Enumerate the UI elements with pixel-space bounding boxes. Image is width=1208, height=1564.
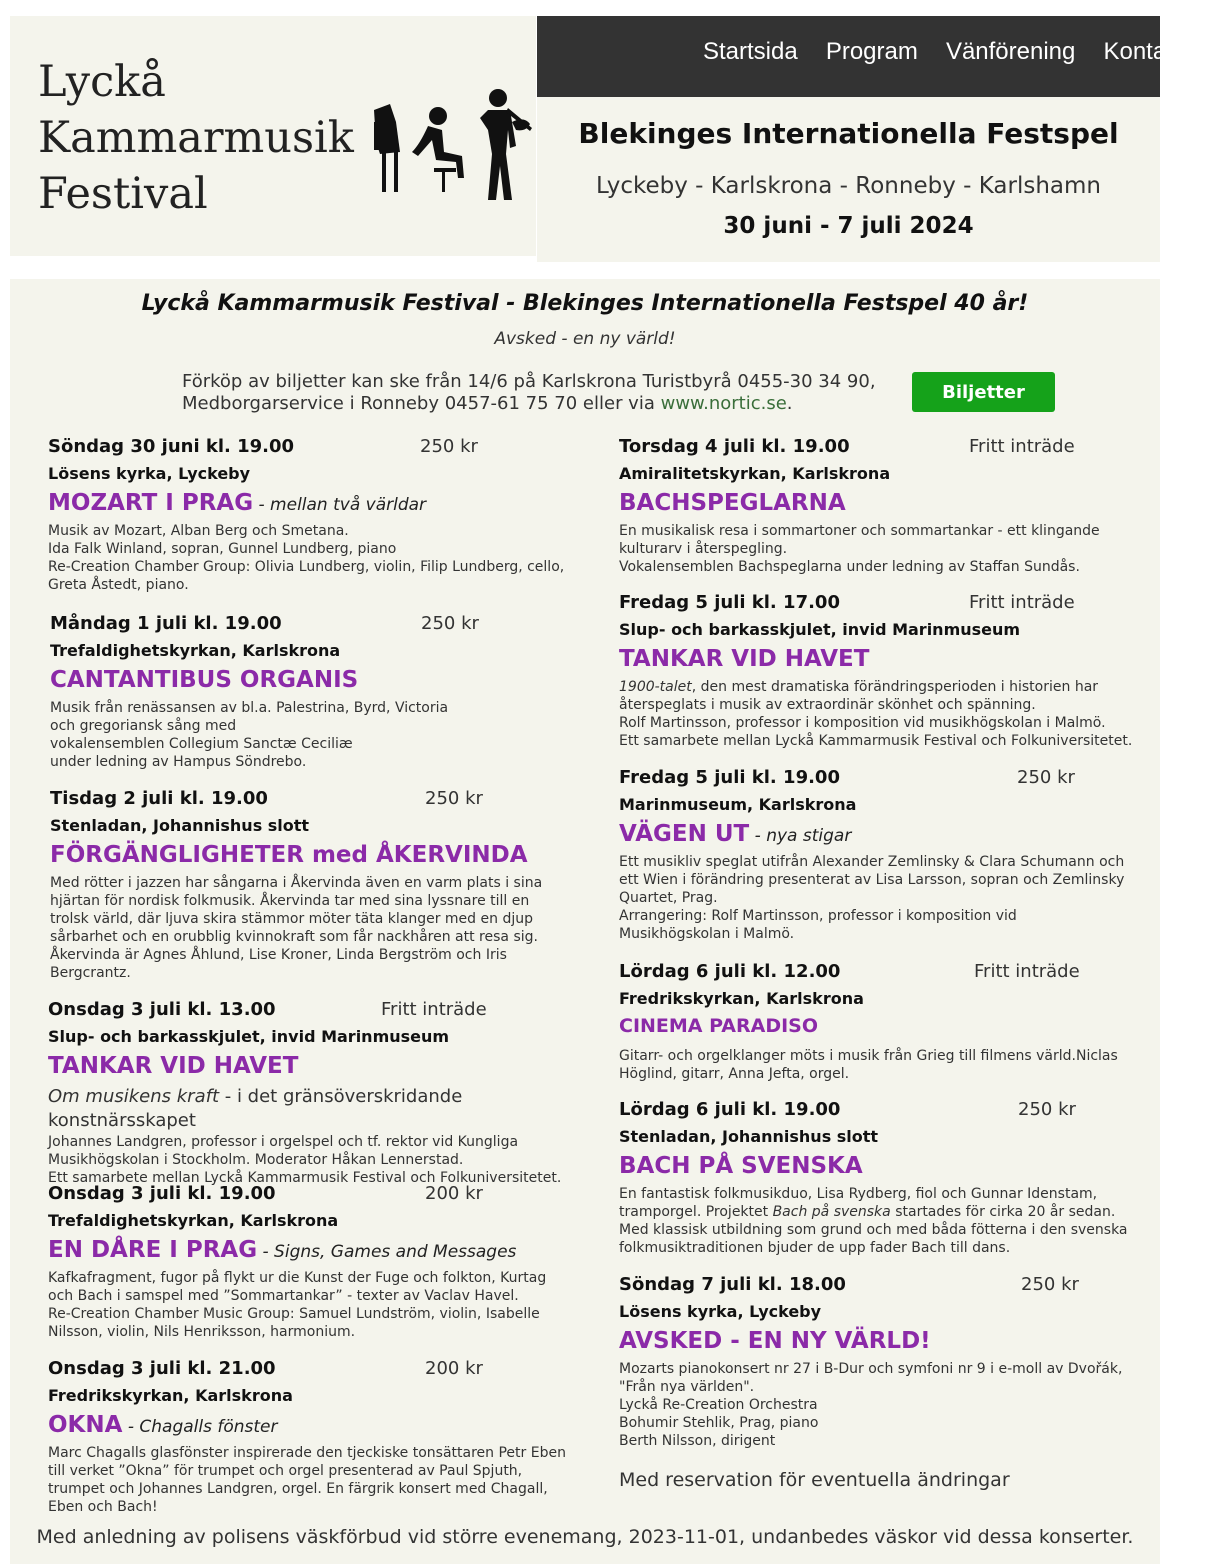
event-description	[48, 1269, 578, 1341]
event-title-row	[619, 1328, 1149, 1360]
desc-text: startades för cirka 20 år sedan.	[890, 1204, 1116, 1220]
event-date	[48, 1358, 578, 1384]
desc-line: Bergcrantz.	[50, 965, 131, 981]
event-card	[48, 1358, 578, 1516]
event-date	[50, 613, 580, 639]
desc-line: Kafkafragment, fugor på flykt ur die Kunst der Fuge och folkton, Kurtag	[48, 1270, 547, 1286]
event-card	[619, 1099, 1149, 1257]
desc-line: under ledning av Hampus Söndrebo.	[50, 754, 307, 770]
presale-text: Medborgarservice i Ronneby 0457-61 75 70 eller via	[182, 393, 661, 414]
musicians-silhouette-icon	[360, 82, 535, 207]
desc-line: Nilsson, violin, Nils Henriksson, harmonium.	[48, 1324, 356, 1340]
event-subtitle: - Chagalls fönster	[122, 1417, 278, 1437]
event-description	[619, 853, 1149, 943]
event-date	[619, 1099, 1149, 1125]
desc-line: Mozarts pianokonsert nr 27 i B-Dur och symfoni nr 9 i e-moll av Dvořák,	[619, 1361, 1123, 1377]
logo-text	[38, 54, 354, 222]
desc-line: En musikalisk resa i sommartoner och sommartankar - ett klingande	[619, 523, 1100, 539]
desc-rest: , den mest dramatiska förändringsperioden i historien har	[691, 679, 1099, 695]
event-card	[50, 613, 580, 771]
event-price: 250 kr	[421, 613, 479, 634]
desc-line: Greta Åstedt, piano.	[48, 577, 189, 593]
desc-line: Re-Creation Chamber Group: Olivia Lundberg, violin, Filip Lundberg, cello,	[48, 559, 565, 575]
event-date-text: Fredag 5 juli kl. 17.00	[619, 592, 840, 613]
event-title-row	[619, 646, 1149, 678]
event-date-text: Måndag 1 juli kl. 19.00	[50, 613, 282, 634]
bag-notice: Med anledning av polisens väskförbud vid större evenemang, 2023-11-01, undanbedes väskor vid dessa konserter.	[36, 1526, 1134, 1548]
desc-line: Musik av Mozart, Alban Berg och Smetana.	[48, 523, 349, 539]
desc-line: Arrangering: Rolf Martinsson, professor i komposition vid	[619, 908, 1017, 924]
event-venue: Marinmuseum, Karlskrona	[619, 795, 857, 814]
event-title-row	[48, 490, 578, 522]
event-description	[48, 1444, 578, 1516]
presale-info	[182, 371, 882, 415]
event-card	[619, 767, 1149, 943]
desc-line: kulturarv i återspegling.	[619, 541, 788, 557]
event-subtitle: - Signs, Games and Messages	[257, 1242, 517, 1262]
event-date	[619, 592, 1149, 618]
desc-line: Johannes Landgren, professor i orgelspel och tf. rektor vid Kungliga	[48, 1134, 519, 1150]
event-title-row	[50, 667, 580, 699]
desc-line: trolsk värld, där ljuva skira stämmor möter täta klanger med en djup	[50, 911, 533, 927]
event-title[interactable]: EN DÅRE I PRAG	[48, 1237, 258, 1263]
desc-line: "Från nya världen".	[619, 1379, 755, 1395]
event-venue: Stenladan, Johannishus slott	[619, 1127, 879, 1146]
event-description	[48, 1085, 578, 1187]
event-date	[48, 1183, 578, 1209]
event-date-text: Fredag 5 juli kl. 19.00	[619, 767, 840, 788]
festival-cities: Lyckeby - Karlskrona - Ronneby - Karlshamn	[596, 173, 1101, 199]
desc-line: Ett samarbete mellan Lyckå Kammarmusik Festival och Folkuniversitetet.	[619, 733, 1133, 749]
event-venue: Lösens kyrka, Lyckeby	[48, 464, 251, 483]
event-date	[619, 767, 1149, 793]
desc-line: Musikhögskolan i Malmö.	[619, 926, 795, 942]
event-date-text: Söndag 30 juni kl. 19.00	[48, 436, 295, 457]
event-date-text: Tisdag 2 juli kl. 19.00	[50, 788, 268, 809]
desc-line: En fantastisk folkmusikduo, Lisa Rydberg, fiol och Gunnar Idenstam,	[619, 1186, 1098, 1202]
desc-line: Gitarr- och orgelklanger möts i musik från Grieg till filmens värld.Niclas	[619, 1048, 1118, 1064]
event-description	[619, 1360, 1149, 1450]
event-venue: Slup- och barkasskjulet, invid Marinmuseum	[48, 1027, 450, 1046]
event-card	[48, 1183, 578, 1341]
event-title-row	[48, 1412, 578, 1444]
desc-line: folkmusiktraditionen bjuder de upp fader Bach till dans.	[619, 1240, 1011, 1256]
event-price: Fritt inträde	[974, 961, 1080, 982]
nav-program[interactable]: Program	[825, 38, 918, 65]
desc-text: tramporgel. Projektet	[619, 1204, 773, 1220]
event-date-text: Onsdag 3 juli kl. 21.00	[48, 1358, 276, 1379]
event-title[interactable]: CANTANTIBUS ORGANIS	[50, 667, 359, 693]
desc-line: Eben och Bach!	[48, 1499, 158, 1515]
event-title[interactable]: TANKAR VID HAVET	[619, 646, 870, 672]
presale-line	[182, 393, 882, 415]
event-price: Fritt inträde	[381, 999, 487, 1020]
desc-line: vokalensemblen Collegium Sanctæ Ceciliæ	[50, 736, 353, 752]
event-venue: Stenladan, Johannishus slott	[50, 816, 310, 835]
logo-line: Kammarmusik	[38, 113, 354, 163]
event-date-text: Onsdag 3 juli kl. 13.00	[48, 999, 276, 1020]
desc-lead-italic: Om musikens kraft	[48, 1086, 219, 1107]
event-title[interactable]: CINEMA PARADISO	[619, 1015, 819, 1037]
logo-line: Lyckå	[38, 57, 166, 107]
event-title-row	[619, 1153, 1149, 1185]
nav-kontakt[interactable]: Kontakt	[1103, 38, 1185, 65]
event-price: 250 kr	[1018, 1099, 1076, 1120]
presale-end: .	[786, 393, 793, 414]
event-description	[619, 1047, 1149, 1083]
logo-line: Festival	[38, 169, 208, 219]
event-card	[48, 999, 578, 1187]
event-title-row	[48, 1053, 578, 1085]
event-date-text: Lördag 6 juli kl. 19.00	[619, 1099, 841, 1120]
event-description	[48, 522, 578, 594]
nortic-link[interactable]: www.nortic.se	[660, 393, 787, 414]
nav-startsida[interactable]: Startsida	[703, 38, 798, 65]
desc-line: Berth Nilsson, dirigent	[619, 1433, 776, 1449]
event-venue: Amiralitetskyrkan, Karlskrona	[619, 464, 891, 483]
event-title[interactable]: FÖRGÄNGLIGHETER med ÅKERVINDA	[50, 842, 528, 868]
event-title[interactable]: TANKAR VID HAVET	[48, 1053, 299, 1079]
event-date-text: Torsdag 4 juli kl. 19.00	[619, 436, 850, 457]
desc-line: trumpet och Johannes Landgren, orgel. En färgrik konsert med Chagall,	[48, 1481, 548, 1497]
desc-lead-rest: - i det gränsöverskridande konstnärsskapet	[48, 1086, 463, 1131]
event-title-row	[619, 1015, 1149, 1047]
event-date	[48, 436, 578, 462]
event-subtitle: - mellan två världar	[253, 495, 427, 515]
event-price: 250 kr	[425, 788, 483, 809]
desc-line: ett Wien i förändring presenterat av Lisa Larsson, sopran och Zemlinsky	[619, 872, 1125, 888]
event-title-row	[50, 842, 580, 874]
desc-line: återspeglats i musik av extraordinär skönhet och spänning.	[619, 697, 1036, 713]
event-card	[619, 961, 1149, 1083]
event-venue: Fredrikskyrkan, Karlskrona	[48, 1386, 293, 1405]
event-venue: Lösens kyrka, Lyckeby	[619, 1302, 822, 1321]
event-card	[619, 1274, 1149, 1450]
event-date	[619, 1274, 1149, 1300]
desc-line: Vokalensemblen Bachspeglarna under ledning av Staffan Sundås.	[619, 559, 1080, 575]
event-title[interactable]: OKNA	[48, 1412, 123, 1438]
event-price: 250 kr	[1021, 1274, 1079, 1295]
event-date-text: Lördag 6 juli kl. 12.00	[619, 961, 841, 982]
event-title[interactable]: BACH PÅ SVENSKA	[619, 1153, 863, 1179]
desc-line: sårbarhet och en orubblig kvinnokraft som får nackhåren att resa sig.	[50, 929, 538, 945]
event-price: Fritt inträde	[969, 436, 1075, 457]
event-date	[50, 788, 580, 814]
event-description	[50, 699, 580, 771]
desc-italic: Bach på svenska	[772, 1204, 891, 1220]
event-title-row	[619, 821, 1149, 853]
desc-line	[619, 1203, 1149, 1221]
desc-line: Rolf Martinsson, professor i komposition vid musikhögskolan i Malmö.	[619, 715, 1106, 731]
event-date	[619, 436, 1149, 462]
event-title[interactable]: AVSKED - EN NY VÄRLD!	[619, 1328, 931, 1354]
desc-line: Musik från renässansen av bl.a. Palestrina, Byrd, Victoria	[50, 700, 449, 716]
event-description	[619, 678, 1149, 750]
event-venue: Fredrikskyrkan, Karlskrona	[619, 989, 864, 1008]
event-card	[619, 436, 1149, 576]
festival-header	[537, 97, 1160, 262]
event-venue: Trefaldighetskyrkan, Karlskrona	[50, 641, 341, 660]
desc-line: Åkervinda är Agnes Åhlund, Lise Kroner, Linda Bergström och Iris	[50, 947, 507, 963]
event-subtitle: - nya stigar	[749, 826, 852, 846]
main-navigation	[537, 16, 1185, 97]
desc-lead	[48, 1085, 578, 1133]
event-price: Fritt inträde	[969, 592, 1075, 613]
desc-line: Med rötter i jazzen har sångarna i Åkervinda även en varm plats i sina	[50, 875, 543, 891]
desc-line: Quartet, Prag.	[619, 890, 718, 906]
desc-line: Bohumir Stehlik, Prag, piano	[619, 1415, 819, 1431]
desc-line: Ett musikliv speglat utifrån Alexander Zemlinsky & Clara Schumann och	[619, 854, 1125, 870]
event-price: 250 kr	[420, 436, 478, 457]
event-title-row	[48, 1237, 578, 1269]
festival-dates: 30 juni - 7 juli 2024	[723, 213, 974, 239]
event-card	[48, 436, 578, 594]
event-card	[619, 592, 1149, 750]
event-date	[619, 961, 1149, 987]
event-venue: Slup- och barkasskjulet, invid Marinmuseum	[619, 620, 1021, 639]
desc-line: Med klassisk utbildning som grund och med båda fötterna i den svenska	[619, 1222, 1128, 1238]
event-description	[619, 522, 1149, 576]
festival-title: Blekinges Internationella Festspel	[578, 117, 1119, 150]
event-price: 250 kr	[1017, 767, 1075, 788]
desc-line: hjärtan för nordisk folkmusik. Åkervinda tar med sina lyssnare till en	[50, 893, 530, 909]
desc-line: Ida Falk Winland, sopran, Gunnel Lundberg, piano	[48, 541, 397, 557]
desc-line: Höglind, gitarr, Anna Jefta, orgel.	[619, 1066, 850, 1082]
event-price: 200 kr	[425, 1183, 483, 1204]
desc-line: och gregoriansk sång med	[50, 718, 237, 734]
desc-line: Re-Creation Chamber Music Group: Samuel Lundström, violin, Isabelle	[48, 1306, 540, 1322]
event-date-text: Onsdag 3 juli kl. 19.00	[48, 1183, 276, 1204]
event-title-row	[619, 490, 1149, 522]
desc-line: Lyckå Re-Creation Orchestra	[619, 1397, 818, 1413]
event-title[interactable]: MOZART I PRAG	[48, 490, 254, 516]
event-title[interactable]: VÄGEN UT	[619, 821, 750, 847]
desc-line: Ett samarbete mellan Lyckå Kammarmusik Festival och Folkuniversitetet.	[48, 1170, 562, 1186]
desc-line	[619, 678, 1149, 696]
event-description	[50, 874, 580, 982]
festival-logo[interactable]	[10, 16, 536, 256]
event-venue: Trefaldighetskyrkan, Karlskrona	[48, 1211, 339, 1230]
nav-vanforening[interactable]: Vänförening	[945, 38, 1076, 65]
event-title[interactable]: BACHSPEGLARNA	[619, 490, 846, 516]
desc-line: Marc Chagalls glasfönster inspirerade den tjeckiske tonsättaren Petr Eben	[48, 1445, 566, 1461]
event-date-text: Söndag 7 juli kl. 18.00	[619, 1274, 846, 1295]
desc-line: till verket ”Okna” för trumpet och orgel presenterad av Paul Spjuth,	[48, 1463, 523, 1479]
event-date	[48, 999, 578, 1025]
tickets-button[interactable]: Biljetter	[912, 372, 1055, 412]
program-title: Lyckå Kammarmusik Festival - Blekinges Internationella Festspel 40 år!	[141, 291, 1029, 316]
desc-line: Musikhögskolan i Stockholm. Moderator Håkan Lennerstad.	[48, 1152, 464, 1168]
event-card	[50, 788, 580, 982]
event-price: 200 kr	[425, 1358, 483, 1379]
desc-italic: 1900-talet	[619, 679, 692, 695]
presale-line: Förköp av biljetter kan ske från 14/6 på Karlskrona Turistbyrå 0455-30 34 90,	[182, 371, 876, 392]
reservation-note: Med reservation för eventuella ändringar	[619, 1469, 1010, 1491]
desc-line: och Bach i samspel med ”Sommartankar” - texter av Vaclav Havel.	[48, 1288, 519, 1304]
program-subtitle: Avsked - en ny värld!	[494, 329, 676, 349]
program-panel	[10, 279, 1160, 1564]
event-description	[619, 1185, 1149, 1257]
